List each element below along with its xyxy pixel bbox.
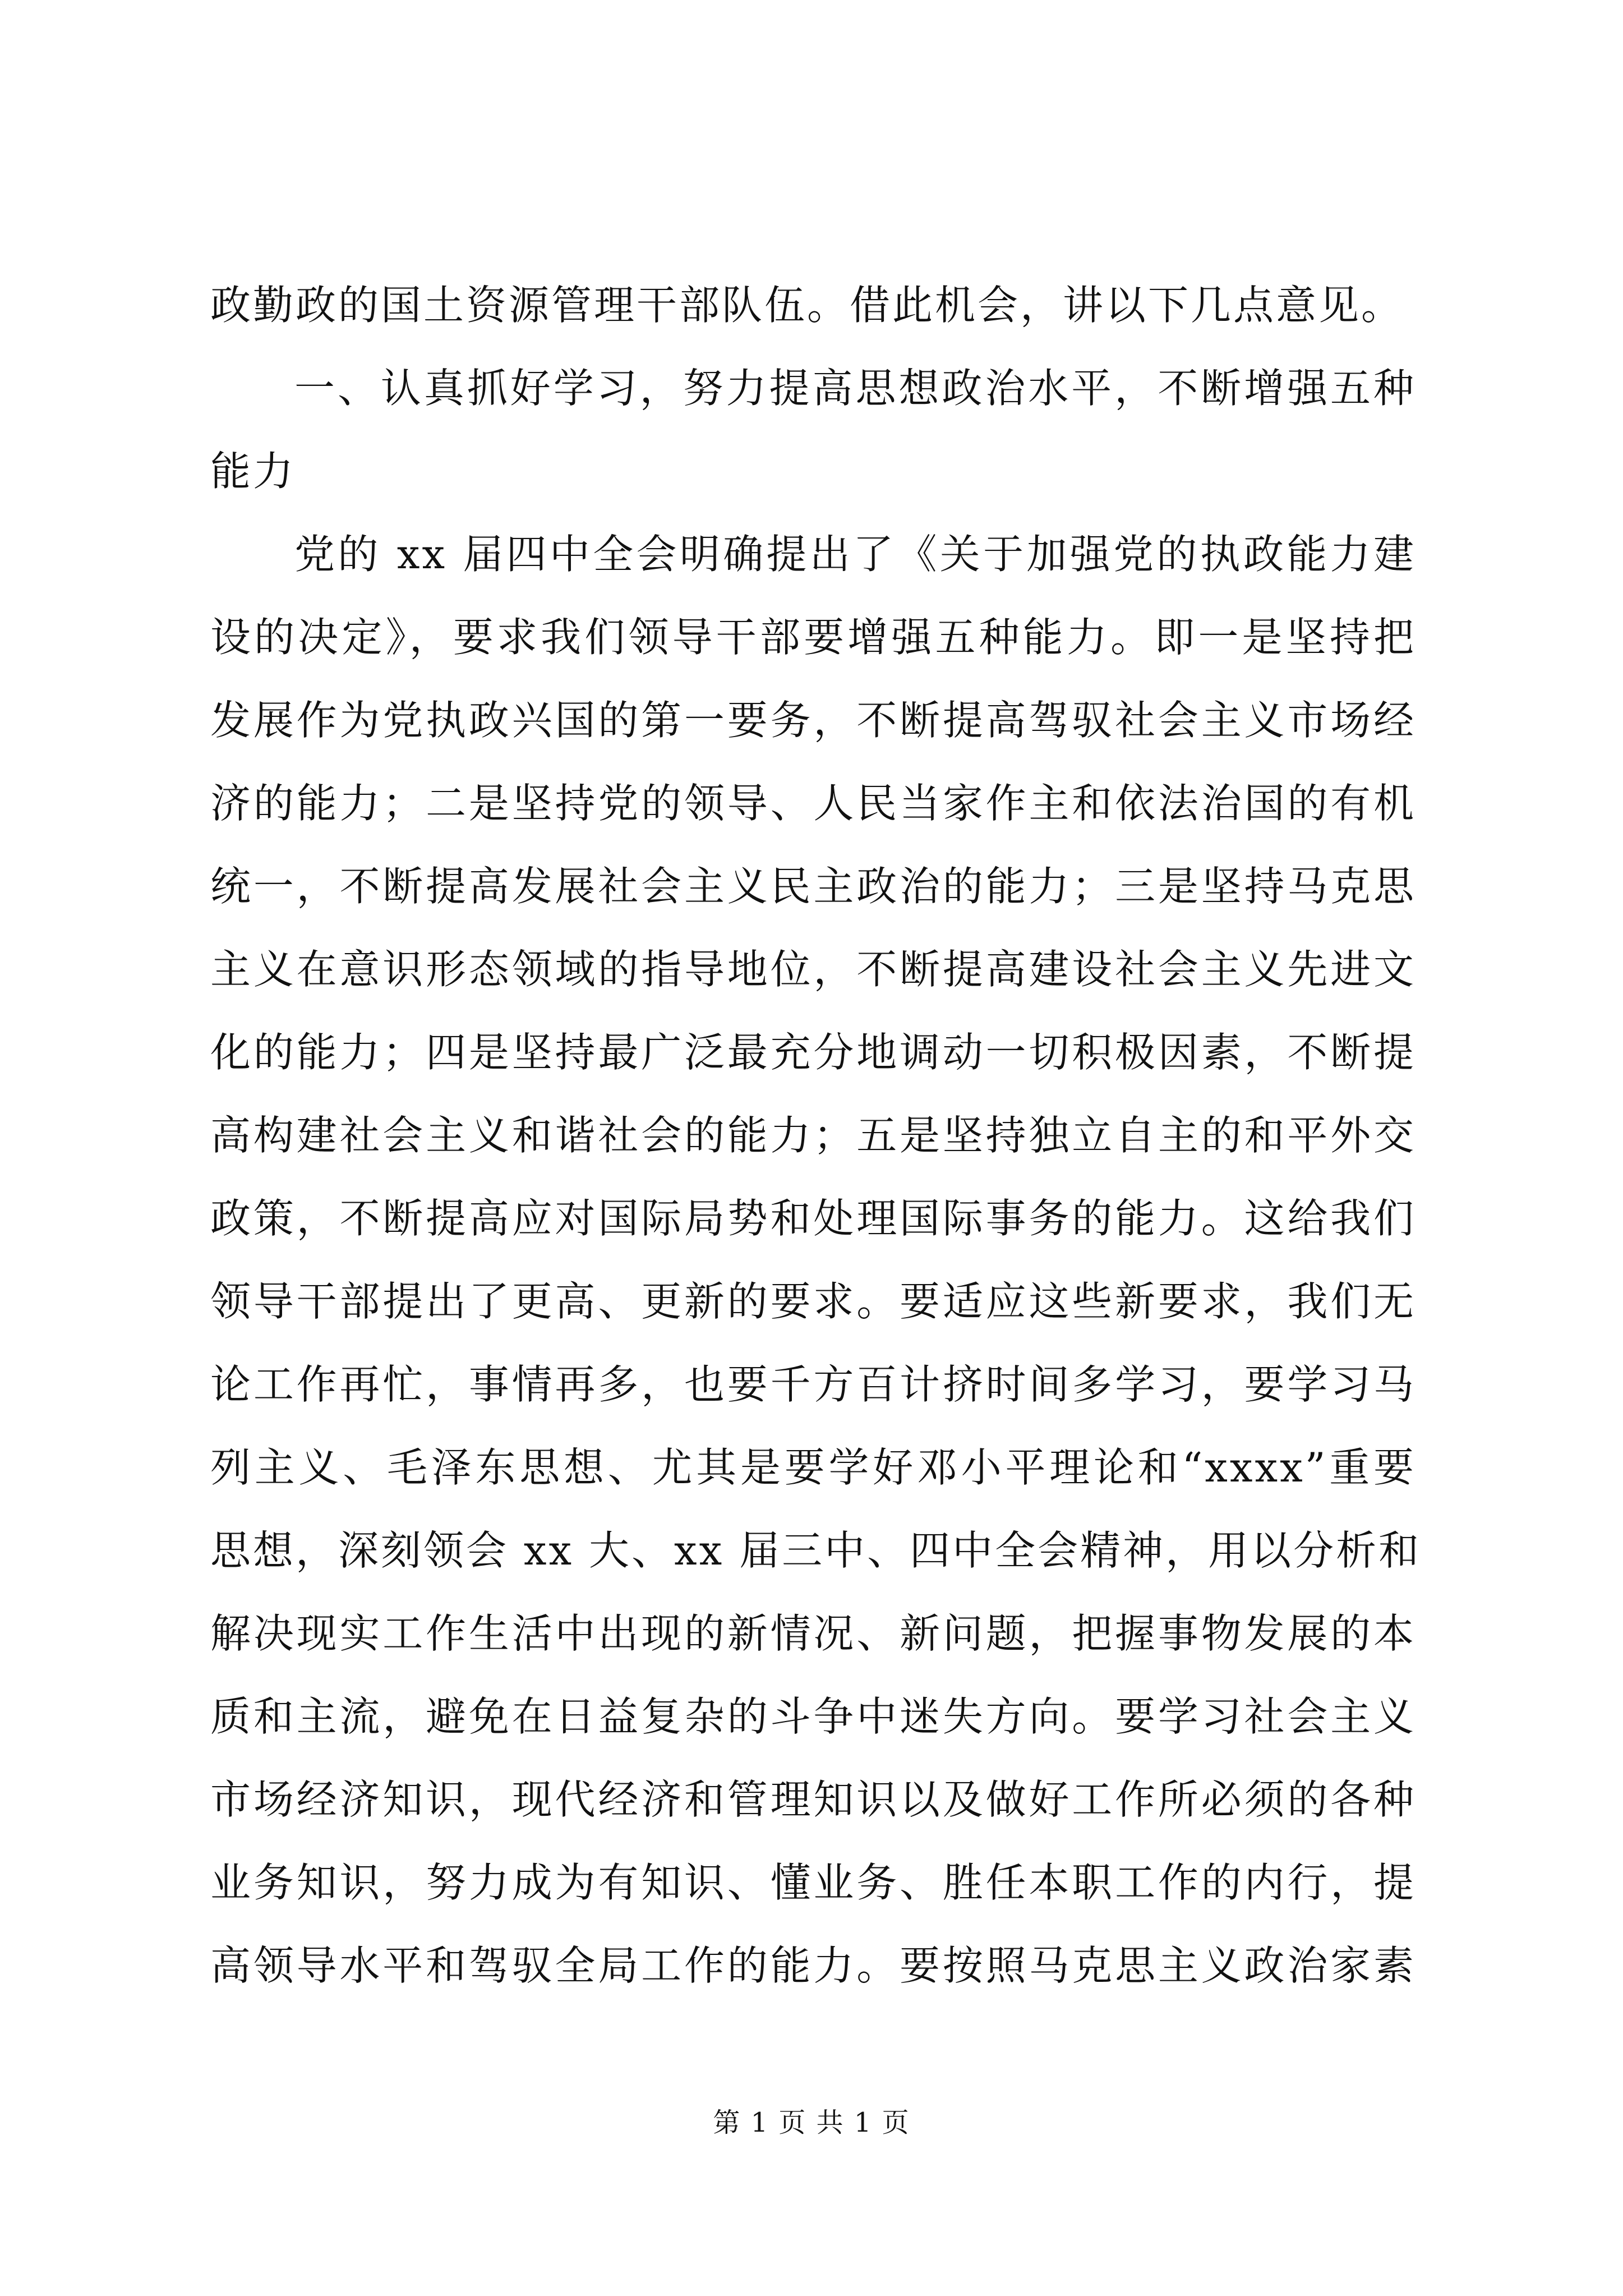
section-heading-line: 能力 bbox=[210, 448, 296, 495]
text-line: 党的 xx 届四中全会明确提出了《关于加强党的执政能力建 bbox=[294, 531, 1416, 578]
text-line: 高领导水平和驾驭全局工作的能力。要按照马克思主义政治家素 bbox=[210, 1942, 1416, 1989]
text-line: 高构建社会主义和谐社会的能力；五是坚持独立自主的和平外交 bbox=[210, 1112, 1416, 1159]
text-line: 领导干部提出了更高、更新的要求。要适应这些新要求，我们无 bbox=[210, 1278, 1416, 1325]
document-body bbox=[210, 264, 1422, 2007]
text-line: 政勤政的国土资源管理干部队伍。借此机会，讲以下几点意见。 bbox=[210, 282, 1404, 329]
text-line: 济的能力；二是坚持党的领导、人民当家作主和依法治国的有机 bbox=[210, 780, 1416, 827]
text-line: 市场经济知识，现代经济和管理知识以及做好工作所必须的各种 bbox=[210, 1776, 1416, 1823]
text-line: 设的决定》，要求我们领导干部要增强五种能力。即一是坚持把 bbox=[210, 614, 1416, 661]
text-line: 思想，深刻领会 xx 大、xx 届三中、四中全会精神，用以分析和 bbox=[210, 1527, 1422, 1574]
text-line: 列主义、毛泽东思想、尤其是要学好邓小平理论和“xxxx”重要 bbox=[210, 1444, 1416, 1491]
page-number-label: 第 1 页 共 1 页 bbox=[713, 2107, 910, 2138]
text-line: 主义在意识形态领域的指导地位，不断提高建设社会主义先进文 bbox=[210, 946, 1416, 993]
page-footer bbox=[0, 2101, 1623, 2139]
text-line: 业务知识，努力成为有知识、懂业务、胜任本职工作的内行，提 bbox=[210, 1859, 1416, 1906]
text-line: 政策，不断提高应对国际局势和处理国际事务的能力。这给我们 bbox=[210, 1195, 1416, 1242]
section-heading-line: 一、认真抓好学习，努力提高思想政治水平，不断增强五种 bbox=[294, 365, 1416, 412]
text-line: 质和主流，避免在日益复杂的斗争中迷失方向。要学习社会主义 bbox=[210, 1693, 1416, 1740]
text-line: 解决现实工作生活中出现的新情况、新问题，把握事物发展的本 bbox=[210, 1610, 1416, 1657]
text-line: 发展作为党执政兴国的第一要务，不断提高驾驭社会主义市场经 bbox=[210, 697, 1416, 744]
text-line: 统一，不断提高发展社会主义民主政治的能力；三是坚持马克思 bbox=[210, 863, 1416, 910]
text-line: 论工作再忙，事情再多，也要千方百计挤时间多学习，要学习马 bbox=[210, 1361, 1416, 1408]
text-line: 化的能力；四是坚持最广泛最充分地调动一切积极因素，不断提 bbox=[210, 1029, 1416, 1076]
